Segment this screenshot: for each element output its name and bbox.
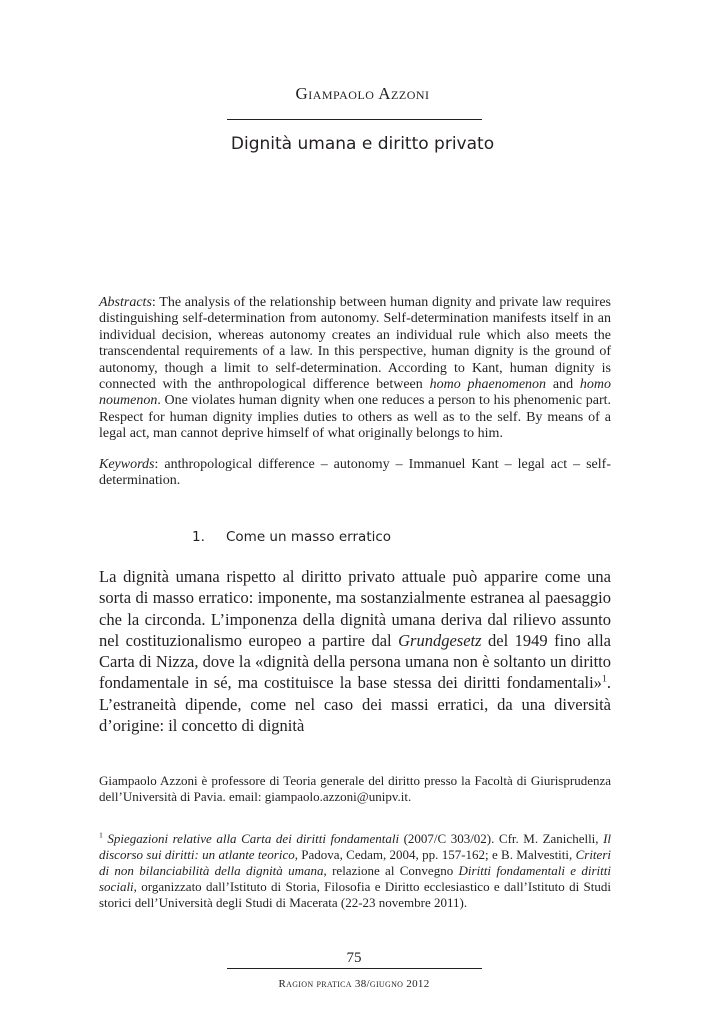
keywords-text: : anthropological difference – autonomy – Immanuel Kant – legal act – self-determination. bbox=[99, 457, 611, 489]
footnote-text: , relazione al Convegno bbox=[323, 863, 459, 878]
section-title: Come un masso erratico bbox=[226, 529, 392, 545]
journal-footer: Ragion pratica 38/giugno 2012 bbox=[278, 978, 430, 990]
body-text: . L’estraneità dipende, come nel caso dei massi erratici, da una diversità d’origine: il concetto di dignità bbox=[99, 673, 611, 736]
keywords-paragraph bbox=[99, 457, 611, 490]
footnote-reference: 1 bbox=[601, 673, 607, 685]
abstract-term: homo phaenomenon bbox=[429, 377, 547, 393]
header-divider bbox=[227, 119, 482, 120]
abstract-term: homo noumenon bbox=[99, 377, 612, 409]
footnote-text: (2007/C 303/02). Cfr. M. Zanichelli, bbox=[399, 831, 604, 846]
footnote bbox=[99, 831, 611, 911]
author-affiliation: Giampaolo Azzoni è professore di Teoria generale del diritto presso la Facoltà di Giurisprudenza dell’Università di Pavia. email: giampaolo.azzoni@unipv.it. bbox=[99, 773, 611, 804]
abstract-text: . One violates human dignity when one reduces a person to his phenomenic part. Respect for human dignity implies duties to others as well as to the self. By means of a legal act, man cannot deprive himself of what originally belongs to him. bbox=[99, 393, 611, 442]
body-text: La dignità umana rispetto al diritto privato attuale può apparire come una sorta di masso erratico: imponente, ma sostanzialmente estranea al paesaggio che la circonda. L’imponenza della dignità umana deriva dal rilievo assunto nel costituzionalismo europeo a partire dal bbox=[99, 567, 611, 650]
author-name: Giampaolo Azzoni bbox=[295, 84, 430, 103]
footnote-italic: Spiegazioni relative alla Carta dei diritti fondamentali bbox=[107, 831, 400, 846]
abstract-paragraph bbox=[99, 295, 611, 443]
abstract-text: : The analysis of the relationship between human dignity and private law requires distinguishing self-determination from autonomy. Self-determination manifests itself in an individual decision, whereas autonomy creates an individual rule which also meets the transcendental requirements of a law. In this perspective, human dignity is the ground of autonomy, though a limit to self-determination. According to Kant, human dignity is connected with the anthropological difference between bbox=[99, 295, 611, 393]
footnote-marker: 1 bbox=[99, 830, 103, 840]
body-paragraph bbox=[99, 566, 611, 736]
keywords-label: Keywords bbox=[99, 457, 155, 472]
footnote-text: , Padova, Cedam, 2004, pp. 157-162; e B. Malvestiti, bbox=[294, 847, 576, 862]
footer-divider bbox=[227, 968, 482, 969]
article-title: Dignità umana e diritto privato bbox=[230, 134, 495, 154]
abstract-text: and bbox=[546, 377, 580, 393]
footnote-text: , organizzato dall’Istituto di Storia, Filosofia e Diritto ecclesiastico e dall’Istituto di Studi storici dell’Università degli Studi di Macerata (22-23 novembre 2011). bbox=[99, 879, 611, 910]
body-text: del 1949 fino alla Carta di Nizza, dove la «dignità della persona umana non è soltanto un diritto fondamentale in sé, ma costituisce la base stessa dei diritti fondamentali» bbox=[99, 630, 611, 693]
footnote-italic: Diritti fondamentali e diritti sociali bbox=[99, 863, 612, 894]
section-heading bbox=[192, 529, 391, 545]
footnote-italic: Il discorso sui diritti: un atlante teorico bbox=[99, 831, 612, 862]
footnote-italic: Criteri di non bilanciabilità della dignità umana bbox=[99, 847, 611, 878]
abstract-label: Abstracts bbox=[99, 295, 152, 310]
section-number: 1. bbox=[192, 529, 205, 545]
body-italic: Grundgesetz bbox=[398, 630, 482, 650]
page-number: 75 bbox=[346, 950, 362, 966]
